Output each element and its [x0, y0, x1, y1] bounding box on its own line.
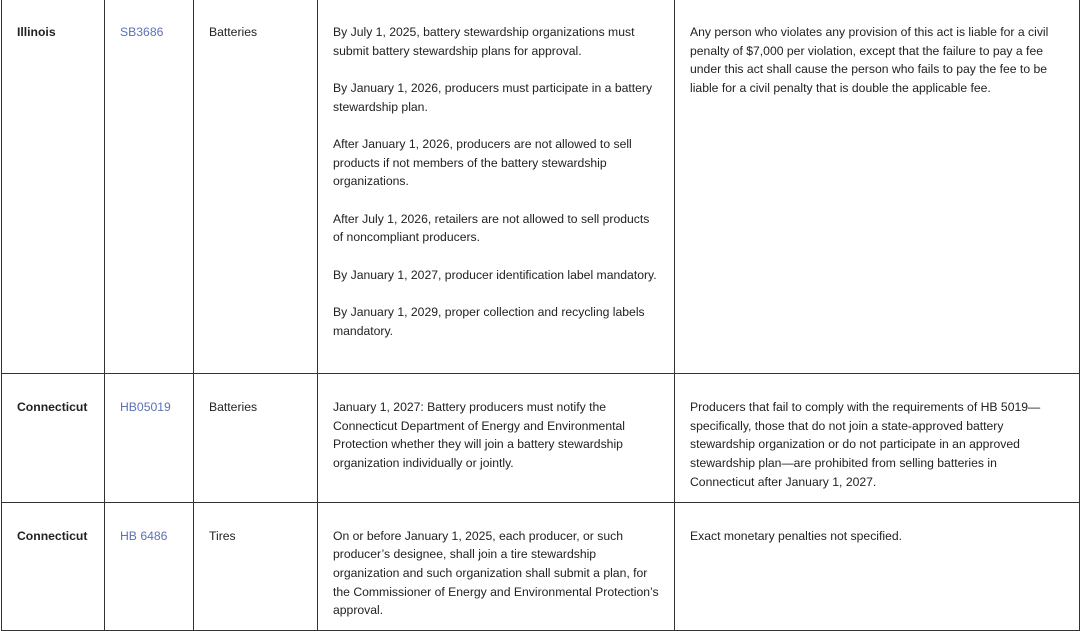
requirement-item: On or before January 1, 2025, each producer, or such producer’s designee, shall join a tire stewardship organization and such organization shall submit a plan, for the Commissioner of Energy and Environmental Protection’s approval. [333, 528, 659, 618]
product-cell: Batteries [194, 0, 318, 374]
requirement-item: After January 1, 2026, producers are not allowed to sell products if not members of the battery stewardship organizations. [333, 137, 632, 189]
bill-link[interactable]: SB3686 [120, 25, 164, 39]
requirement-item: By January 1, 2026, producers must participate in a battery stewardship plan. [333, 81, 653, 114]
requirements-cell [318, 374, 675, 503]
bill-cell [105, 0, 194, 374]
penalties-cell: Producers that fail to comply with the requirements of HB 5019—specifically, those that do not join a state-approved battery stewardship organization or do not participate in an approved stewardship plan—are prohibited from selling batteries in Connecticut after January 1, 2027. [675, 374, 1080, 503]
state-cell: Connecticut [2, 502, 105, 631]
product-cell: Batteries [194, 374, 318, 503]
legislation-table [1, 0, 1080, 631]
state-cell: Illinois [2, 0, 105, 374]
table-row [2, 374, 1080, 503]
requirement-item: By July 1, 2025, battery stewardship organizations must submit battery stewardship plans for approval. [333, 25, 635, 58]
state-cell: Connecticut [2, 374, 105, 503]
bill-link[interactable]: HB05019 [120, 400, 171, 414]
table-row [2, 0, 1080, 374]
penalties-cell: Exact monetary penalties not specified. [675, 502, 1080, 631]
product-cell: Tires [194, 502, 318, 631]
requirement-item: After July 1, 2026, retailers are not allowed to sell products of noncompliant producers. [333, 211, 650, 245]
bill-link[interactable]: HB 6486 [120, 528, 168, 543]
requirements-cell [318, 502, 675, 631]
penalties-cell: Any person who violates any provision of this act is liable for a civil penalty of $7,000 per violation, except that the failure to pay a fee under this act shall cause the person who fails to pay the fee to be liable for a civil penalty that is double the applicable fee. [675, 0, 1080, 374]
requirement-item: By January 1, 2029, proper collection and recycling labels mandatory. [333, 305, 645, 338]
table-row [2, 502, 1080, 631]
bill-cell [105, 374, 194, 503]
requirement-item: By January 1, 2027, producer identification label mandatory. [333, 267, 657, 282]
bill-cell [105, 502, 194, 631]
requirement-item: January 1, 2027: Battery producers must notify the Connecticut Department of Energy and Environmental Protection whether they will join a battery stewardship organization individually or jointly. [333, 400, 625, 471]
requirements-cell [318, 0, 675, 374]
